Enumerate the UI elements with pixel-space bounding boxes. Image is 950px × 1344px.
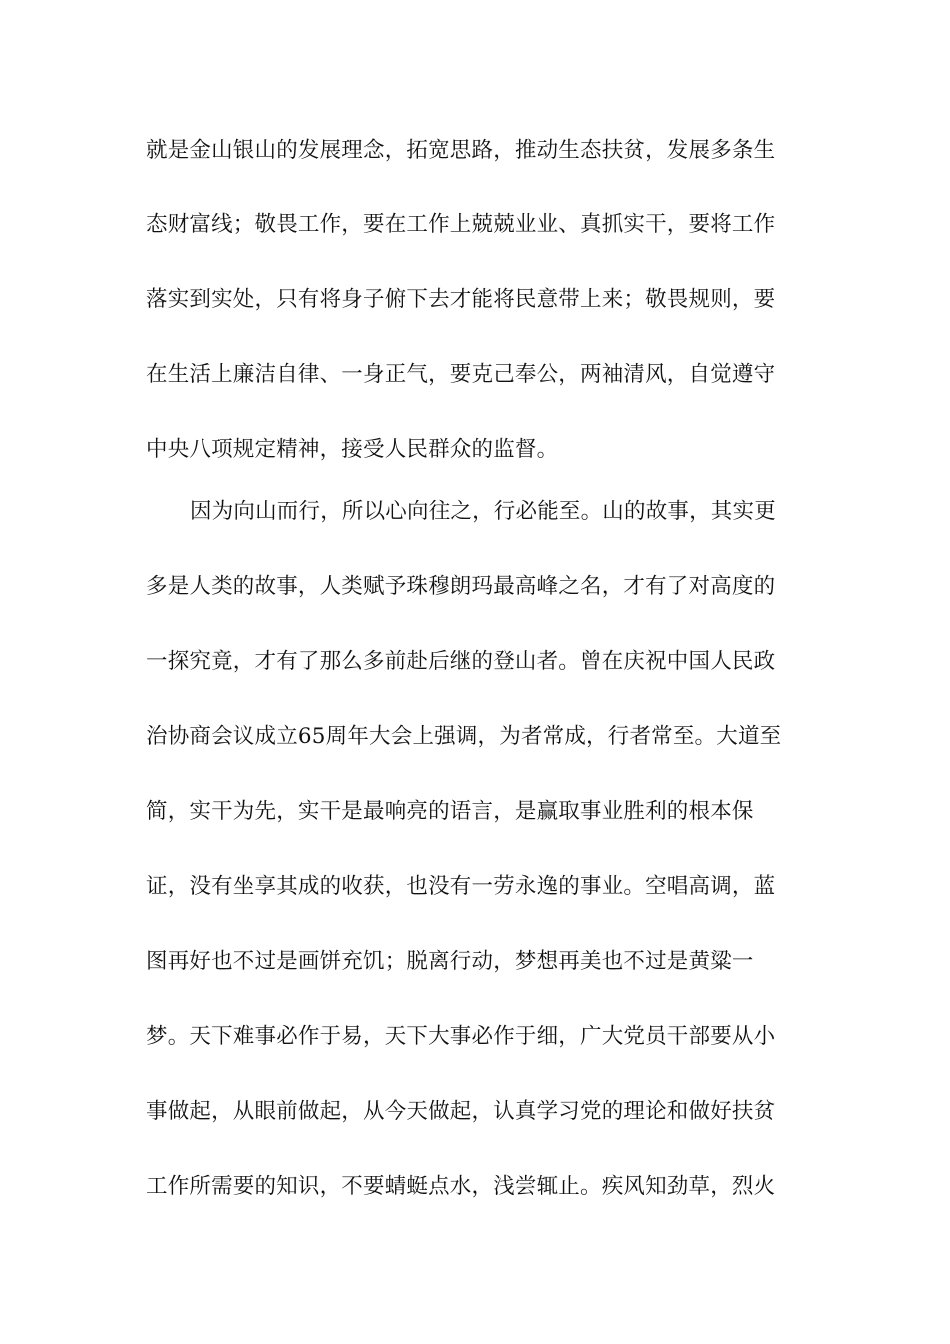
text-line-12: 图再好也不过是画饼充饥；脱离行动，梦想再美也不过是黄粱一 (146, 949, 754, 974)
text-line-9: 治协商会议成立65周年大会上强调，为者常成，行者常至。大道至 (146, 724, 782, 749)
text-line-4: 在生活上廉洁自律、一身正气，要克己奉公，两袖清风，自觉遵守 (146, 362, 776, 387)
text-line-8: 一探究竟，才有了那么多前赴后继的登山者。曾在庆祝中国人民政 (146, 649, 776, 674)
text-line-3: 落实到实处，只有将身子俯下去才能将民意带上来；敬畏规则，要 (146, 287, 776, 312)
text-line-7: 多是人类的故事，人类赋予珠穆朗玛最高峰之名，才有了对高度的 (146, 574, 776, 599)
text-line-10: 简，实干为先，实干是最响亮的语言，是赢取事业胜利的根本保 (146, 799, 754, 824)
paragraph-start-line: 因为向山而行，所以心向往之，行必能至。山的故事，其实更 (190, 499, 776, 524)
text-line-15: 工作所需要的知识，不要蜻蜓点水，浅尝辄止。疾风知劲草，烈火 (146, 1174, 776, 1199)
text-line-2: 态财富线；敬畏工作，要在工作上兢兢业业、真抓实干，要将工作 (146, 212, 776, 237)
text-line-14: 事做起，从眼前做起，从今天做起，认真学习党的理论和做好扶贫 (146, 1099, 776, 1124)
text-line-11: 证，没有坐享其成的收获，也没有一劳永逸的事业。空唱高调，蓝 (146, 874, 776, 899)
text-line-5: 中央八项规定精神，接受人民群众的监督。 (146, 437, 559, 462)
text-line-13: 梦。天下难事必作于易，天下大事必作于细，广大党员干部要从小 (146, 1024, 776, 1049)
text-line-1: 就是金山银山的发展理念，拓宽思路，推动生态扶贫，发展多条生 (146, 138, 776, 163)
